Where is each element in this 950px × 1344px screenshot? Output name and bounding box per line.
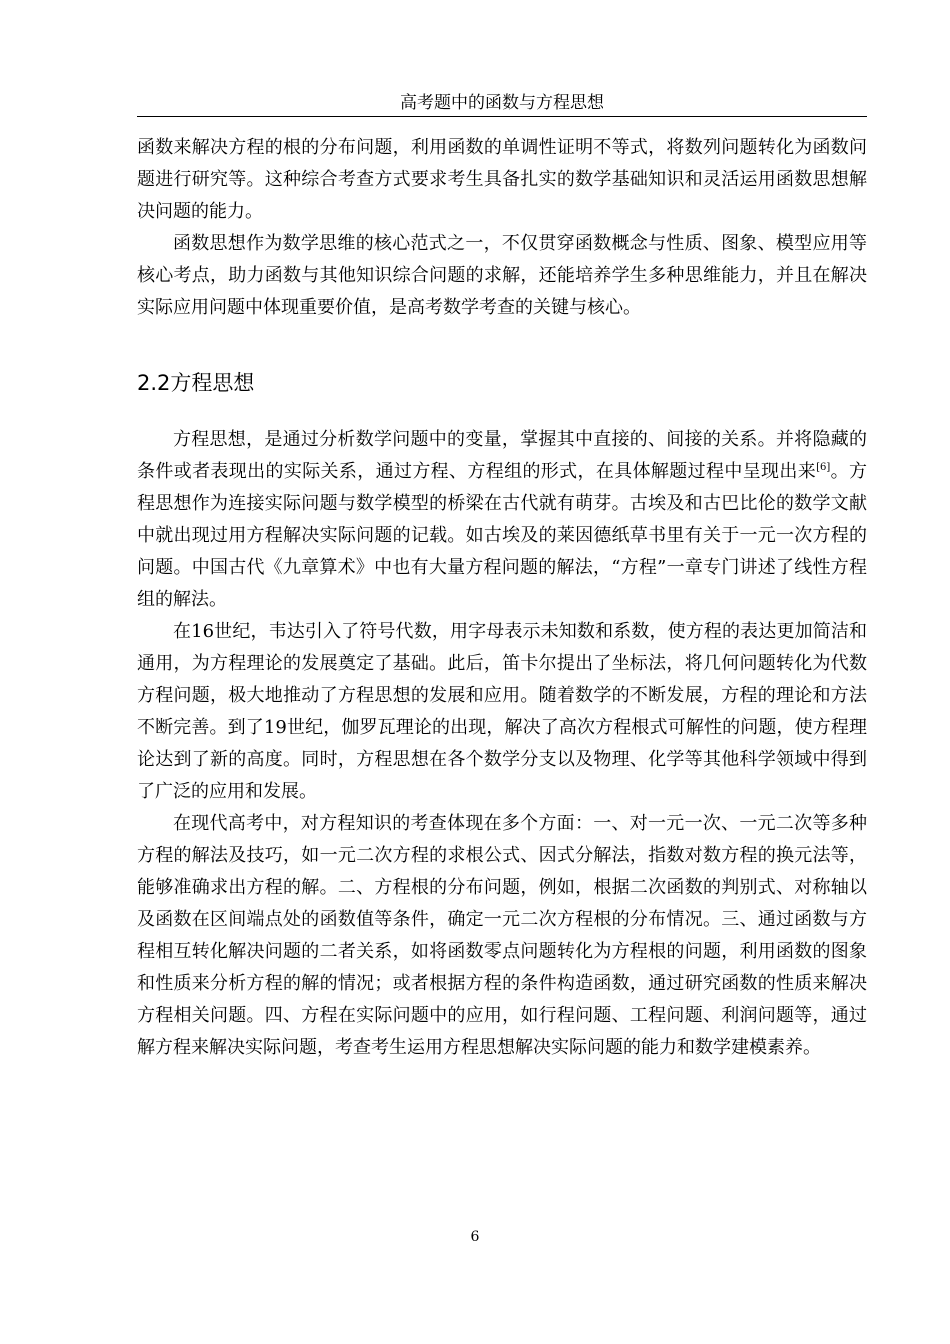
intro-text-block: [137, 132, 867, 324]
citation-reference: [6]: [816, 462, 831, 473]
page-number: 6: [470, 1229, 480, 1245]
paragraph-exam-aspects: 在现代高考中，对方程知识的考查体现在多个方面：一、对一元一次、一元二次等多种方程的解法及技巧，如一元二次方程的求根公式、因式分解法，指数对数方程的换元法等，能够准确求出方程的解。二、方程根的分布问题，例如，根据二次函数的判别式、对称轴以及函数在区间端点处的函数值等条件，确定一元二次方程根的分布情况。三、通过函数与方程相互转化解决问题的二者关系，如将函数零点问题转化为方程根的问题，利用函数的图象和性质来分析方程的解的情况；或者根据方程的条件构造函数，通过研究函数的性质来解决方程相关问题。四、方程在实际问题中的应用，如行程问题、工程问题、利润问题等，通过解方程来解决实际问题，考查考生运用方程思想解决实际问题的能力和数学建模素养。: [137, 813, 867, 1058]
paragraph-text: 方程思想，是通过分析数学问题中的变量，掌握其中直接的、间接的关系。并将隐藏的条件或者表现出的实际关系，通过方程、方程组的形式，在具体解题过程中呈现出来: [137, 429, 867, 482]
section-heading: 2.2方程思想: [137, 371, 255, 395]
section-text-block: [137, 424, 867, 1064]
paragraph-function-thought-summary: 函数思想作为数学思维的核心范式之一，不仅贯穿函数概念与性质、图象、模型应用等核心考点，助力函数与其他知识综合问题的求解，还能培养学生多种思维能力，并且在解决实际应用问题中体现重要价值，是高考数学考查的关键与核心。: [137, 233, 867, 318]
paragraph-equation-history: 在16世纪，韦达引入了符号代数，用字母表示未知数和系数，使方程的表达更加简洁和通用，为方程理论的发展奠定了基础。此后，笛卡尔提出了坐标法，将几何问题转化为代数方程问题，极大地推动了方程思想的发展和应用。随着数学的不断发展，方程的理论和方法不断完善。到了19世纪，伽罗瓦理论的出现，解决了高次方程根式可解性的问题，使方程理论达到了新的高度。同时，方程思想在各个数学分支以及物理、化学等其他科学领域中得到了广泛的应用和发展。: [137, 621, 867, 802]
paragraph-continuation: 函数来解决方程的根的分布问题，利用函数的单调性证明不等式，将数列问题转化为函数问题进行研究等。这种综合考查方式要求考生具备扎实的数学基础知识和灵活运用函数思想解决问题的能力。: [137, 137, 867, 222]
running-header: 高考题中的函数与方程思想: [137, 90, 867, 117]
paragraph-text: 。方程思想作为连接实际问题与数学模型的桥梁在古代就有萌芽。古埃及和古巴比伦的数学文献中就出现过用方程解决实际问题的记载。如古埃及的莱因德纸草书里有关于一元一次方程的问题。中国古代《九章算术》中也有大量方程问题的解法，“方程”一章专门讲述了线性方程组的解法。: [137, 461, 868, 610]
paragraph-equation-thought-definition: [137, 424, 867, 616]
